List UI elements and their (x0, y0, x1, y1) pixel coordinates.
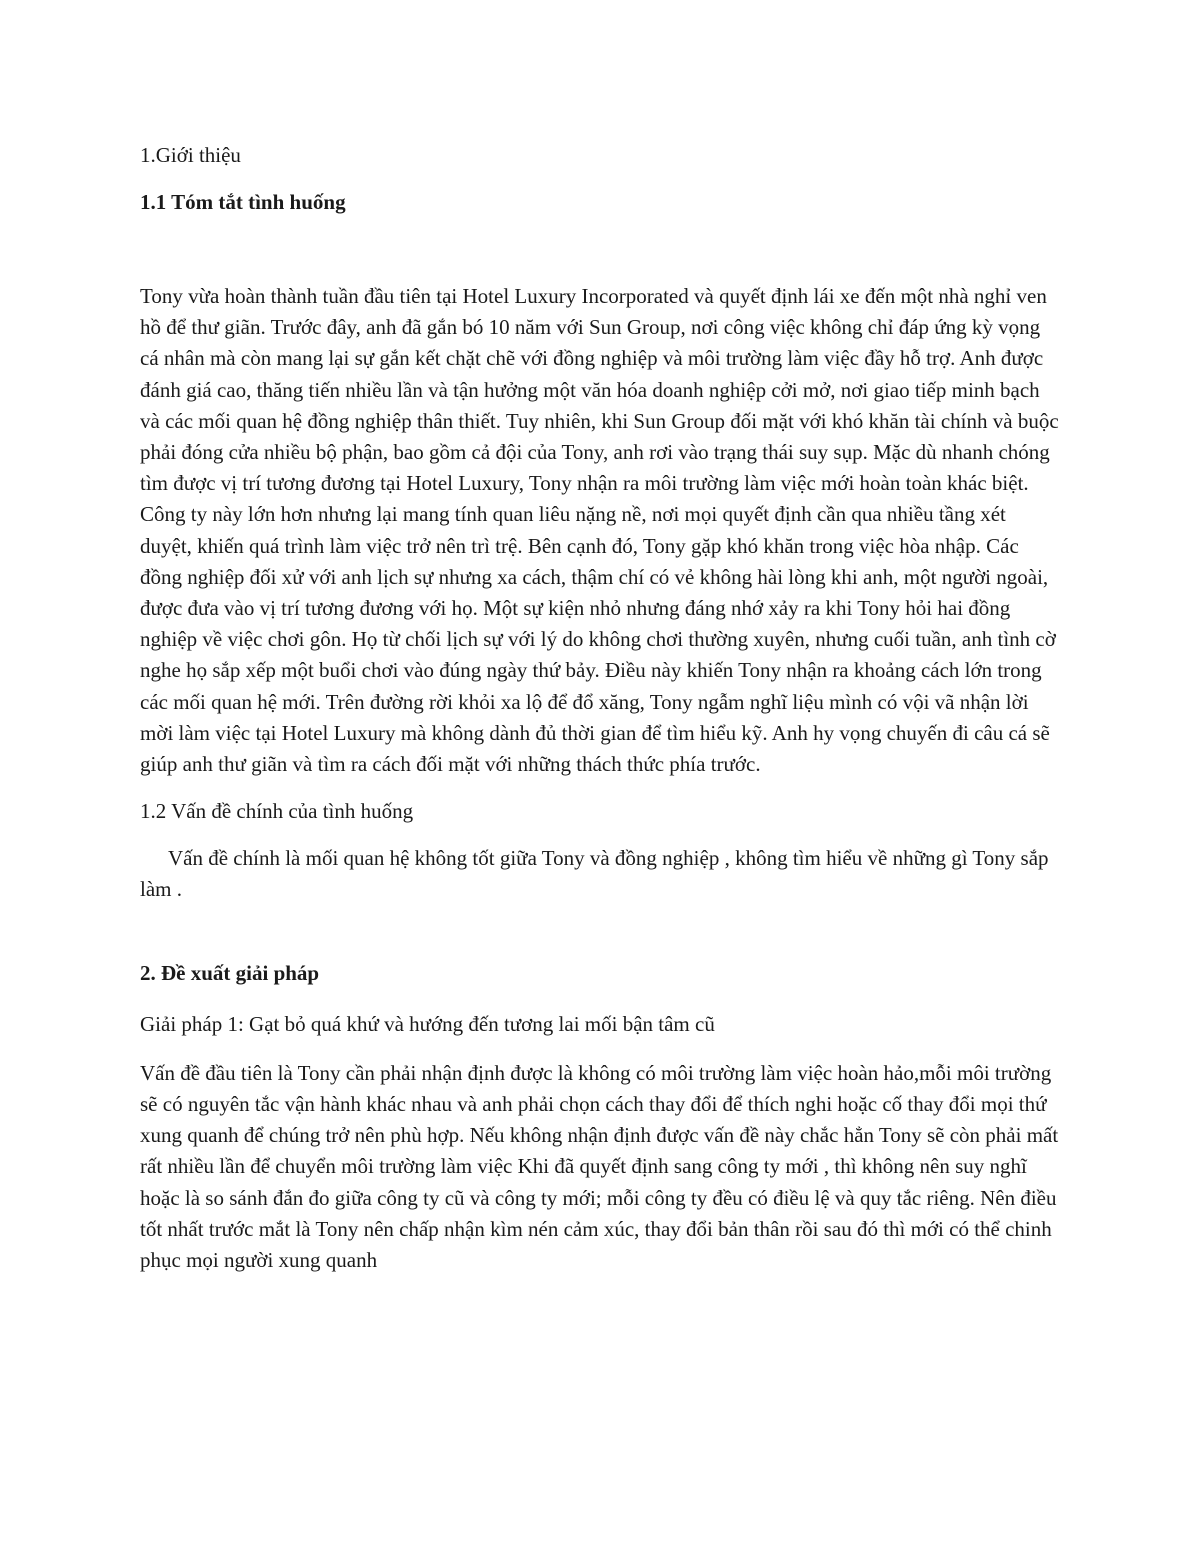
main-issue-paragraph: Vấn đề chính là mối quan hệ không tốt giữa Tony và đồng nghiệp , không tìm hiểu về những gì Tony sắp làm . (140, 846, 1049, 902)
solution-heading: 2. Đề xuất giải pháp (140, 960, 320, 985)
document-page (140, 140, 1060, 1276)
intro-heading: 1.Giới thiệu (140, 143, 241, 167)
main-issue-heading: 1.2 Vấn đề chính của tình huống (140, 799, 414, 824)
summary-heading: 1.1 Tóm tắt tình huống (140, 190, 346, 214)
summary-paragraph: Tony vừa hoàn thành tuần đầu tiên tại Hotel Luxury Incorporated và quyết định lái xe đến một nhà nghỉ ven hồ để thư giãn. Trước đây, anh đã gắn bó 10 năm với Sun Group, nơi công việc không chỉ đáp ứng kỳ vọng cá nhân mà còn mang lại sự gắn kết chặt chẽ với đồng nghiệp và môi trường làm việc đầy hỗ trợ. Anh được đánh giá cao, thăng tiến nhiều lần và tận hưởng một văn hóa doanh nghiệp cởi mở, nơi giao tiếp minh bạch và các mối quan hệ đồng nghiệp thân thiết. Tuy nhiên, khi Sun Group đối mặt với khó khăn tài chính và buộc phải đóng cửa nhiều bộ phận, bao gồm cả đội của Tony, anh rơi vào trạng thái suy sụp. Mặc dù nhanh chóng tìm được vị trí tương đương tại Hotel Luxury, Tony nhận ra môi trường làm việc mới hoàn toàn khác biệt. Công ty này lớn hơn nhưng lại mang tính quan liêu nặng nề, nơi mọi quyết định cần qua nhiều tầng xét duyệt, khiến quá trình làm việc trở nên trì trệ. Bên cạnh đó, Tony gặp khó khăn trong việc hòa nhập. Các đồng nghiệp đối xử với anh lịch sự nhưng xa cách, thậm chí có vẻ không hài lòng khi anh, một người ngoài, được đưa vào vị trí tương đương với họ. Một sự kiện nhỏ nhưng đáng nhớ xảy ra khi Tony hỏi hai đồng nghiệp về việc chơi gôn. Họ từ chối lịch sự với lý do không chơi thường xuyên, nhưng cuối tuần, anh tình cờ nghe họ sắp xếp một buổi chơi vào đúng ngày thứ bảy. Điều này khiến Tony nhận ra khoảng cách lớn trong các mối quan hệ mới. Trên đường rời khỏi xa lộ để đổ xăng, Tony ngẫm nghĩ liệu mình có vội vã nhận lời mời làm việc tại Hotel Luxury mà không dành đủ thời gian để tìm hiểu kỹ. Anh hy vọng chuyến đi câu cá sẽ giúp anh thư giãn và tìm ra cách đối mặt với những thách thức phía trước. (140, 284, 1059, 777)
solution1-paragraph: Vấn đề đầu tiên là Tony cần phải nhận định được là không có môi trường làm việc hoàn hảo,mỗi môi trường sẽ có nguyên tắc vận hành khác nhau và anh phải chọn cách thay đổi để thích nghi hoặc cố thay đổi mọi thứ xung quanh để chúng trở nên phù hợp. Nếu không nhận định được vấn đề này chắc hẳn Tony sẽ còn phải mất rất nhiều lần để chuyển môi trường làm việc Khi đã quyết định sang công ty mới , thì không nên suy nghĩ hoặc là so sánh đắn đo giữa công ty cũ và công ty mới; mỗi công ty đều có điều lệ và quy tắc riêng. Nên điều tốt nhất trước mắt là Tony nên chấp nhận kìm nén cảm xúc, thay đổi bản thân rồi sau đó thì mới có thể chinh phục mọi người xung quanh (140, 1060, 1059, 1273)
solution1-title: Giải pháp 1: Gạt bỏ quá khứ và hướng đến tương lai mối bận tâm cũ (140, 1011, 715, 1036)
